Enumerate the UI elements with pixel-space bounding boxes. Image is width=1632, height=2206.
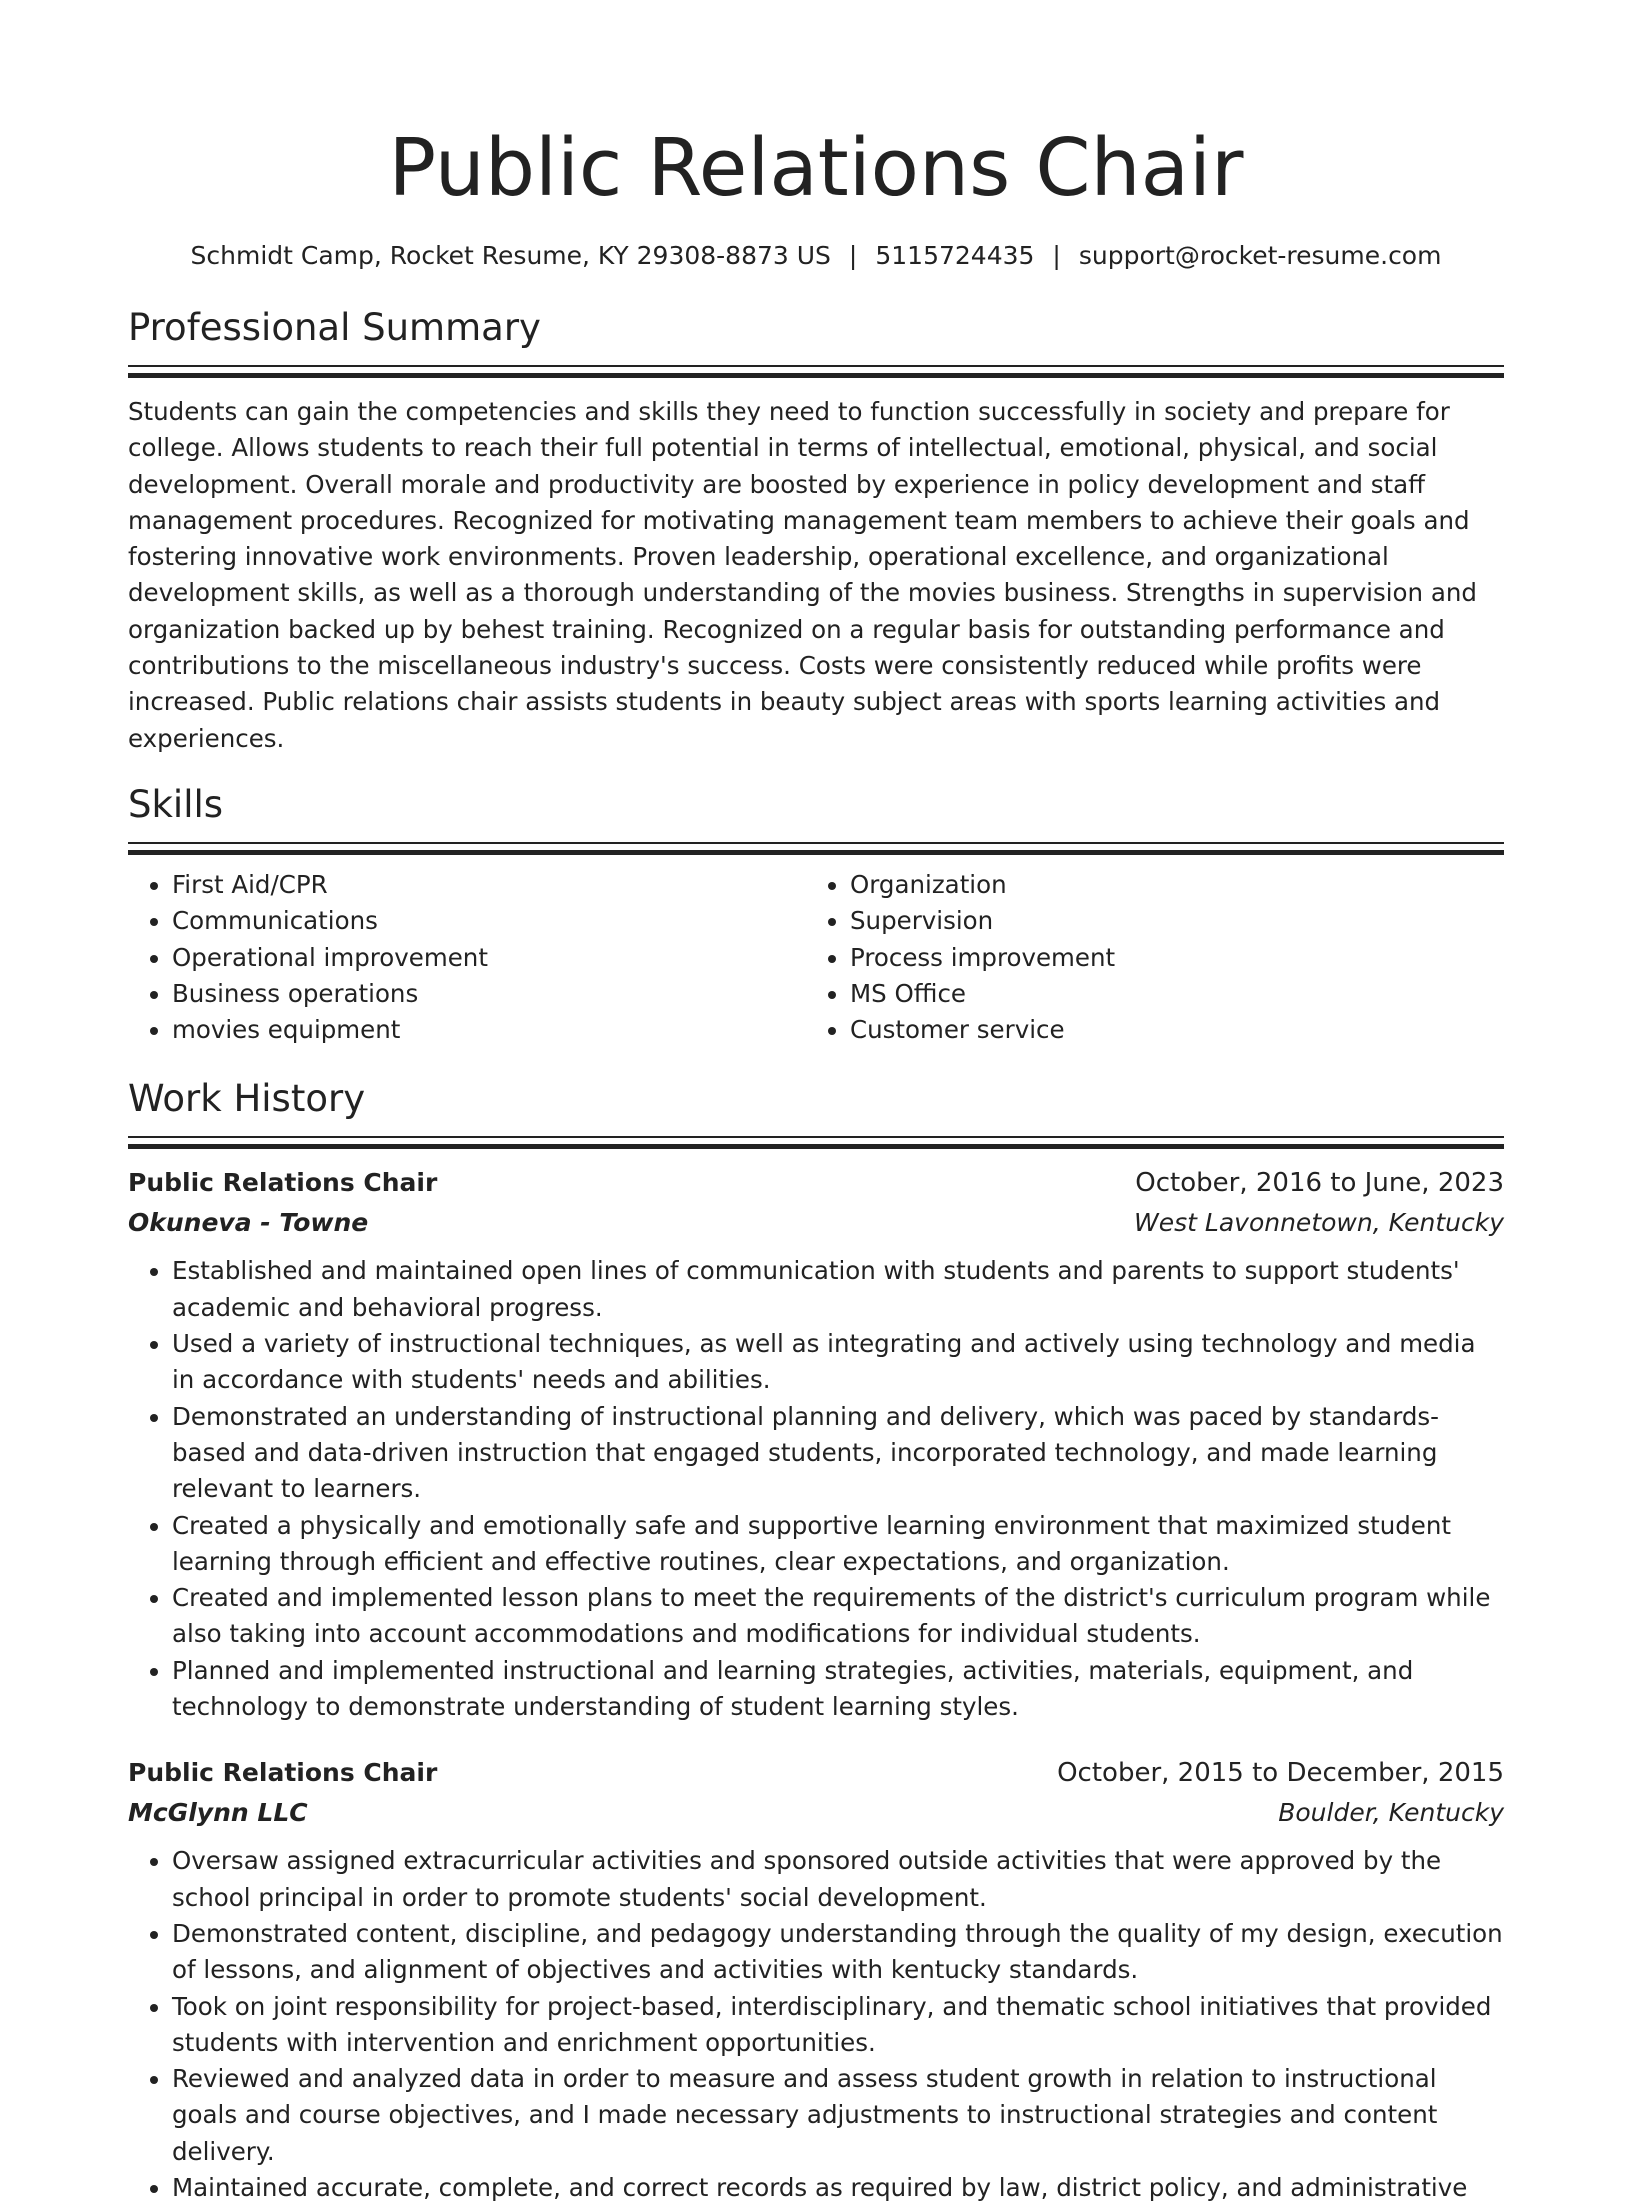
- skill-item: • First Aid/CPR: [172, 867, 806, 903]
- skill-item: • Business operations: [172, 976, 806, 1012]
- job-title: Public Relations Chair: [128, 1758, 438, 1788]
- work-history-section: [128, 1076, 1504, 2206]
- duty-item: • Oversaw assigned extracurricular activities and sponsored outside activities that were approved by the school principal in order to promote students' social development.: [172, 1843, 1504, 1916]
- skill-item: • movies equipment: [172, 1012, 806, 1048]
- section-divider-thick: [128, 373, 1504, 378]
- job-duties: [128, 1843, 1504, 2206]
- duty-item: • Demonstrated content, discipline, and pedagogy understanding through the quality of my design, execution of lessons, and alignment of objectives and activities with kentucky standards.: [172, 1916, 1504, 1989]
- job-location: Boulder, Kentucky: [1278, 1798, 1504, 1828]
- contact-separator: |: [1052, 241, 1061, 270]
- duty-item: • Reviewed and analyzed data in order to measure and assess student growth in relation to instructional goals and course objectives, and I made necessary adjustments to instructional strategies and content delivery.: [172, 2061, 1504, 2170]
- skills-list-right: [806, 867, 1484, 1048]
- summary-section: [128, 305, 1504, 757]
- section-divider-thick: [128, 1144, 1504, 1149]
- resume-name: Public Relations Chair: [388, 122, 1244, 214]
- section-divider: [128, 1136, 1504, 1138]
- skill-item: • Organization: [850, 867, 1484, 903]
- contact-separator: |: [848, 241, 858, 270]
- job-entry: [128, 1753, 1504, 2206]
- skill-item: • Process improvement: [850, 940, 1484, 976]
- contact-address: Schmidt Camp, Rocket Resume, KY 29308-8873 US: [190, 241, 831, 270]
- job-header-row: [128, 1163, 1504, 1203]
- section-heading-summary: Professional Summary: [128, 306, 541, 349]
- skill-item: • Supervision: [850, 903, 1484, 939]
- job-title: Public Relations Chair: [128, 1168, 438, 1198]
- duty-item: • Created a physically and emotionally safe and supportive learning environment that maximized student learning through efficient and effective routines, clear expectations, and organization.: [172, 1508, 1504, 1581]
- skills-list-left: [128, 867, 806, 1048]
- skill-item: • Communications: [172, 903, 806, 939]
- resume-page: [128, 0, 1504, 2206]
- section-heading-work-history: Work History: [128, 1077, 366, 1121]
- skills-columns: [128, 867, 1504, 1048]
- job-dates: October, 2015 to December, 2015: [1057, 1758, 1504, 1789]
- contact-email: support@rocket-resume.com: [1078, 241, 1442, 270]
- job-duties: [128, 1253, 1504, 1725]
- job-dates: October, 2016 to June, 2023: [1135, 1168, 1504, 1199]
- skills-section: [128, 782, 1504, 1048]
- job-entry: [128, 1163, 1504, 1725]
- job-header-row: [128, 1753, 1504, 1793]
- duty-item: • Demonstrated an understanding of instructional planning and delivery, which was paced by standards-based and data-driven instruction that engaged students, incorporated technology, and made learning relevant to learners.: [172, 1399, 1504, 1508]
- skill-item: • MS Office: [850, 976, 1484, 1012]
- contact-line: [128, 240, 1504, 272]
- section-heading-skills: Skills: [128, 782, 224, 826]
- duty-item: • Created and implemented lesson plans to meet the requirements of the district's curriculum program while also taking into account accommodations and modifications for individual students.: [172, 1580, 1504, 1653]
- job-company: Okuneva - Towne: [128, 1208, 369, 1238]
- contact-phone: 5115724435: [875, 241, 1035, 270]
- section-divider: [128, 365, 1504, 367]
- duty-item: • Established and maintained open lines of communication with students and parents to support students' academic and behavioral progress.: [172, 1253, 1504, 1326]
- skill-item: • Customer service: [850, 1012, 1484, 1048]
- job-subheader-row: [128, 1793, 1504, 1833]
- duty-item: • Planned and implemented instructional and learning strategies, activities, materials, equipment, and technology to demonstrate understanding of student learning styles.: [172, 1653, 1504, 1726]
- section-divider-thick: [128, 850, 1504, 855]
- job-subheader-row: [128, 1203, 1504, 1243]
- job-company: McGlynn LLC: [128, 1798, 308, 1828]
- duty-item: • Took on joint responsibility for project-based, interdisciplinary, and thematic school initiatives that provided students with intervention and enrichment opportunities.: [172, 1989, 1504, 2062]
- job-location: West Lavonnetown, Kentucky: [1134, 1208, 1504, 1238]
- duty-item: • Maintained accurate, complete, and correct records as required by law, district policy, and administrative: [172, 2170, 1504, 2206]
- section-divider: [128, 842, 1504, 844]
- skill-item: • Operational improvement: [172, 940, 806, 976]
- summary-text: Students can gain the competencies and skills they need to function successfully in society and prepare for college. Allows students to reach their full potential in terms of intellectual, emotional, physical, and social development. Overall morale and productivity are boosted by experience in policy development and staff management procedures. Recognized for motivating management team members to achieve their goals and fostering innovative work environments. Proven leadership, operational excellence, and organizational development skills, as well as a thorough understanding of the movies business. Strengths in supervision and organization backed up by behest training. Recognized on a regular basis for outstanding performance and contributions to the miscellaneous industry's success. Costs were consistently reduced while profits were increased. Public relations chair assists students in beauty subject areas with sports learning activities and experiences.: [128, 397, 1477, 753]
- duty-item: • Used a variety of instructional techniques, as well as integrating and actively using technology and media in accordance with students' needs and abilities.: [172, 1326, 1504, 1399]
